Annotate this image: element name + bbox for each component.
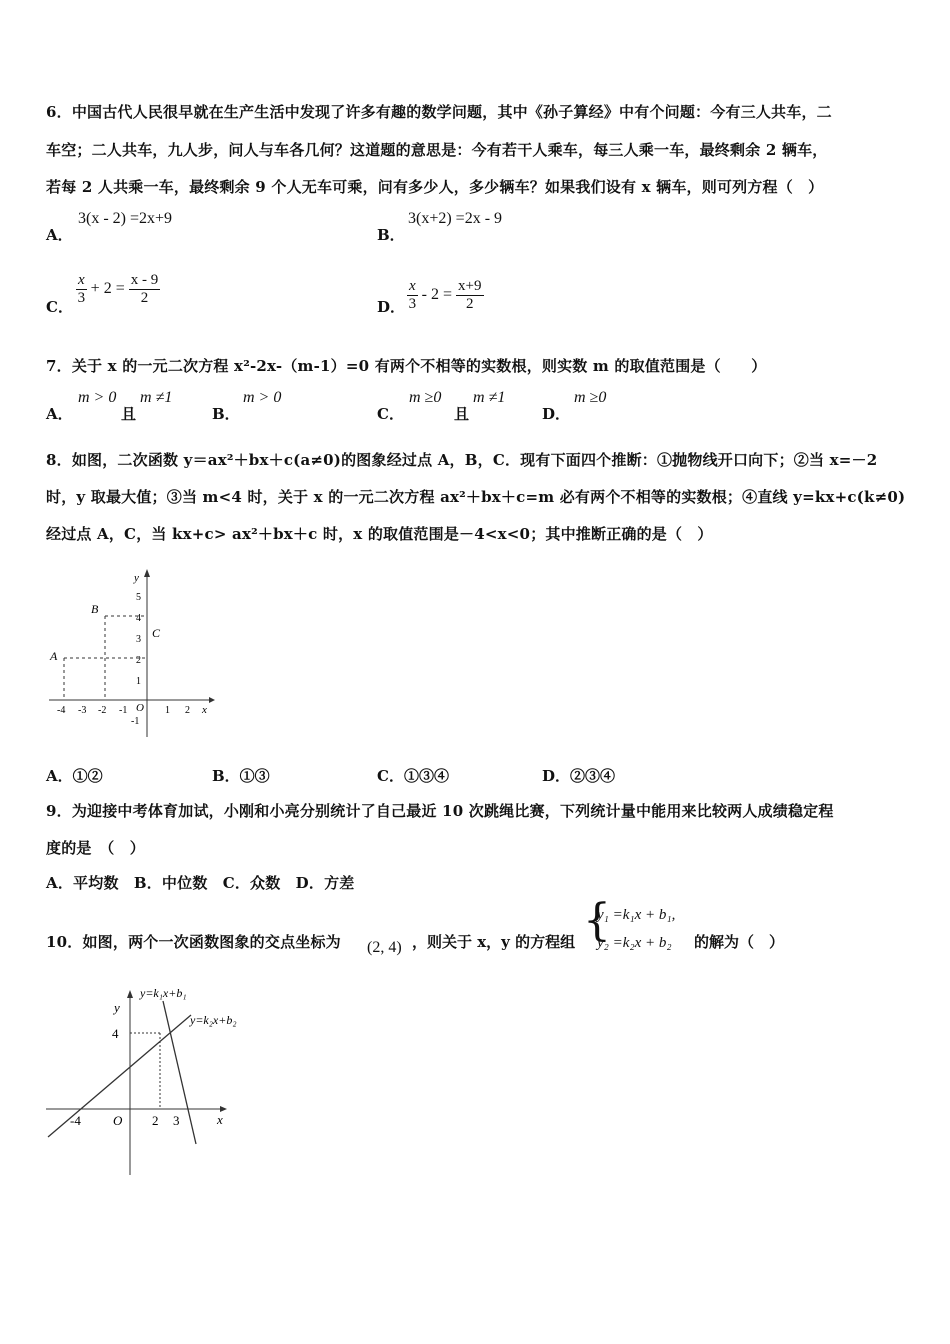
q9-options: A．平均数 B．中位数 C．众数 D．方差 <box>46 874 355 892</box>
q10-tail: 的解为（ ） <box>694 933 785 951</box>
q6-option-a-label: A． <box>46 226 73 244</box>
q8-point-c: C <box>152 626 161 640</box>
q8-option-d: D．②③④ <box>542 767 616 785</box>
q8-xtick: -1 <box>119 705 128 716</box>
q8-xtick: -3 <box>78 705 87 716</box>
q10-x-label: x <box>217 1112 223 1127</box>
q8-ytick: 5 <box>136 592 141 603</box>
q7-option-a-and: 且 <box>121 405 137 423</box>
q8-x-label: x <box>202 704 207 716</box>
q10-y-label: y <box>114 1000 120 1015</box>
q6-option-d-expr <box>407 278 484 313</box>
q10-line-2-label: y=k₂x+b₂ <box>190 1013 237 1027</box>
q7-option-a-expr-1: m > 0 <box>78 389 117 406</box>
q10-tick-2: 2 <box>152 1113 159 1128</box>
q7-option-d-expr: m ≥0 <box>574 389 607 406</box>
q10-y-arrow <box>127 990 133 998</box>
q7-option-d-label: D． <box>542 405 571 423</box>
q10-lead: 10．如图，两个一次函数图象的交点坐标为 <box>46 933 341 951</box>
q6-c-mid: + 2 = <box>90 280 125 298</box>
q8-option-b: B．①③ <box>212 767 270 785</box>
q8-xtick: -4 <box>57 705 66 716</box>
q6-option-d-label: D． <box>377 298 406 316</box>
q8-xtick: -2 <box>98 705 107 716</box>
q8-point-b: B <box>91 602 99 616</box>
q10-line-1-label: y=k₁x+b₁ <box>140 986 187 1000</box>
q8-coordinate-graph <box>44 565 219 745</box>
q10-origin: O <box>113 1113 123 1128</box>
q6-option-b-expr: 3(x+2) =2x - 9 <box>408 210 503 227</box>
q6-option-b-label: B． <box>377 226 405 244</box>
q6-c-den1: 3 <box>77 290 86 306</box>
q6-d-num1: x <box>409 278 416 294</box>
q7-option-a-expr-2: m ≠1 <box>140 389 173 406</box>
q10-brace: { <box>583 895 611 946</box>
q8-ytick: 2 <box>136 655 141 666</box>
q8-line-1: 8．如图，二次函数 y＝ax²＋bx＋c(a≠0)的图象经过点 A，B，C．现有下面四个推断：①抛物线开口向下；②当 x=－2 <box>46 451 878 469</box>
q8-y-arrow <box>144 569 150 577</box>
q8-xtick: 2 <box>185 705 190 716</box>
q8-x-arrow <box>209 697 215 703</box>
q6-c-den2: 2 <box>140 290 149 306</box>
q8-option-a: A．①② <box>46 767 103 785</box>
q6-option-a-expr: 3(x - 2) =2x+9 <box>78 210 173 227</box>
q9-line-1: 9．为迎接中考体育加试，小刚和小亮分别统计了自己最近 10 次跳绳比赛，下列统计量中能用来比较两人成绩稳定程 <box>46 802 834 820</box>
q10-tick-neg4: -4 <box>70 1113 81 1128</box>
q8-origin: O <box>136 702 144 714</box>
q7-line-1: 7．关于 x 的一元二次方程 x²-2x-（m-1）=0 有两个不相等的实数根，则实数 m 的取值范围是（ ） <box>46 357 767 375</box>
q10-eq2: y₂ =k₂x + b₂ <box>597 935 672 951</box>
q8-point-a: A <box>50 649 58 663</box>
q6-line-1: 6．中国古代人民很早就在生产生活中发现了许多有趣的数学问题，其中《孙子算经》中有个问题：今有三人共车，二 <box>46 103 832 121</box>
q7-option-b-label: B． <box>212 405 240 423</box>
q8-y-label: y <box>134 572 139 584</box>
q8-ytick: 1 <box>136 676 141 687</box>
q8-line-3: 经过点 A，C，当 kx+c> ax²＋bx＋c 时，x 的取值范围是－4<x<0；其中推断正确的是（ ） <box>46 525 713 543</box>
q10-mid: ，则关于 x，y 的方程组 <box>412 933 576 951</box>
q10-tick-3: 3 <box>173 1113 180 1128</box>
q10-tick-y4: 4 <box>112 1026 119 1041</box>
q7-option-c-label: C． <box>377 405 404 423</box>
q7-option-c-and: 且 <box>454 405 470 423</box>
q10-equation-system <box>583 895 693 963</box>
q6-c-num1: x <box>78 272 85 288</box>
q8-ytick: -1 <box>131 716 140 727</box>
q6-line-2: 车空；二人共车，九人步，问人与车各几何？这道题的意思是：今有若干人乘车，每三人乘一车，最终剩余 2 辆车， <box>46 141 828 159</box>
q6-option-c-label: C． <box>46 298 73 316</box>
q10-coordinate-graph <box>44 980 274 1180</box>
q6-d-mid: - 2 = <box>421 286 453 304</box>
q6-d-num2: x+9 <box>458 278 482 294</box>
q8-xtick: 1 <box>165 705 170 716</box>
q7-option-c-expr-2: m ≠1 <box>473 389 506 406</box>
q6-option-c-expr <box>76 272 160 307</box>
q6-line-3: 若每 2 人共乘一车，最终剩余 9 个人无车可乘，问有多少人，多少辆车？如果我们设有 x 辆车，则可列方程（ ） <box>46 178 824 196</box>
q8-ytick: 3 <box>136 634 141 645</box>
q6-d-den1: 3 <box>408 296 417 312</box>
q8-line-2: 时，y 取最大值；③当 m<4 时，关于 x 的一元二次方程 ax²＋bx＋c=m 必有两个不相等的实数根；④直线 y=kx+c(k≠0) <box>46 488 906 506</box>
q8-ytick: 4 <box>136 613 141 624</box>
q8-option-c: C．①③④ <box>377 767 449 785</box>
q7-option-a-label: A． <box>46 405 73 423</box>
q7-option-c-expr-1: m ≥0 <box>409 389 442 406</box>
q9-line-2: 度的是 （ ） <box>46 839 145 857</box>
q6-d-den2: 2 <box>466 296 474 312</box>
q10-point: (2, 4) <box>367 939 402 956</box>
q10-eq1: y₁ =k₁x + b₁, <box>597 907 676 923</box>
q6-c-num2: x - 9 <box>130 272 159 288</box>
q7-option-b-expr: m > 0 <box>243 389 282 406</box>
